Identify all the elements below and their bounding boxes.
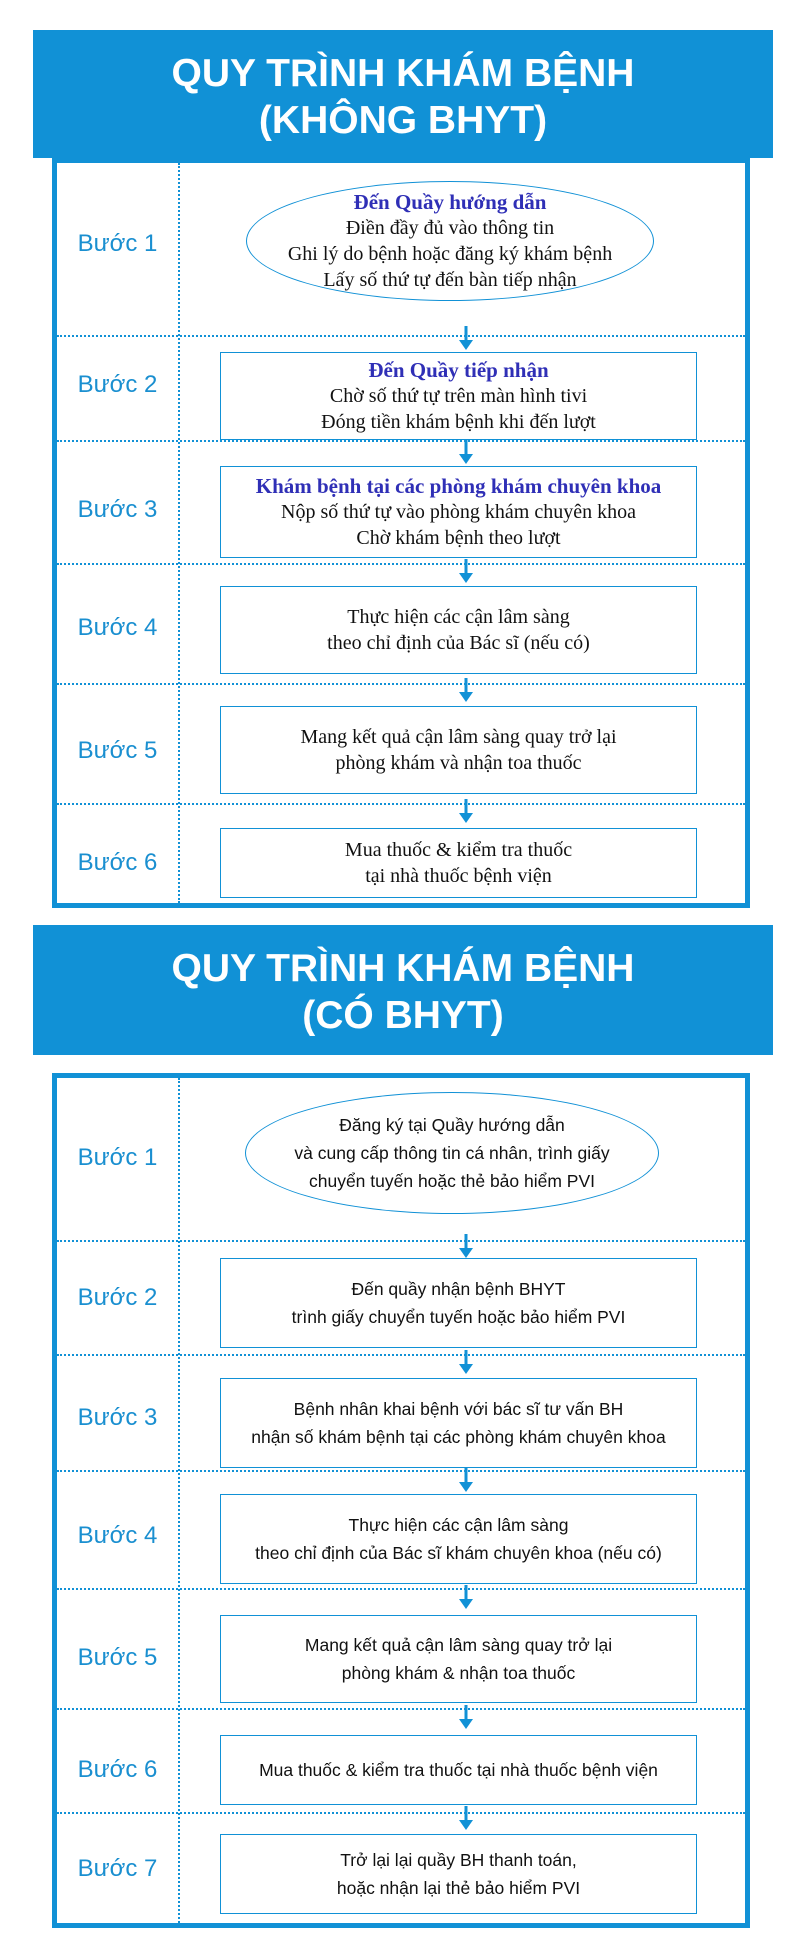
- step-label: Bước 4: [77, 1522, 158, 1549]
- arrow-down-icon: [459, 1468, 473, 1492]
- step-text: hoặc nhận lại thẻ bảo hiểm PVI: [336, 1878, 581, 1898]
- step-text: Đăng ký tại Quầy hướng dẫn: [339, 1115, 565, 1135]
- step-node: [246, 181, 654, 301]
- step-label: Bước 2: [77, 1284, 158, 1311]
- step-text: Lấy số thứ tự đến bàn tiếp nhận: [323, 269, 577, 291]
- step-label: Bước 7: [77, 1855, 158, 1882]
- step-text: Mang kết quả cận lâm sàng quay trở lại: [304, 1635, 613, 1655]
- step-title: Đến Quầy tiếp nhận: [368, 358, 549, 382]
- step-text: trình giấy chuyển tuyến hoặc bảo hiểm PVI: [291, 1307, 626, 1327]
- step-node: [220, 352, 697, 440]
- step-text: theo chỉ định của Bác sĩ (nếu có): [327, 632, 590, 654]
- step-text: Chờ số thứ tự trên màn hình tivi: [329, 385, 588, 407]
- step-text: theo chỉ định của Bác sĩ khám chuyên khoa (nếu có): [255, 1543, 662, 1563]
- arrow-down-icon: [459, 678, 473, 702]
- step-label: Bước 1: [77, 1144, 158, 1171]
- step-text: tại nhà thuốc bệnh viện: [365, 865, 552, 887]
- section1-panel: [52, 158, 750, 908]
- step-label: Bước 4: [77, 614, 158, 641]
- step-text: Thực hiện các cận lâm sàng: [348, 1515, 569, 1535]
- section2-header: [33, 925, 773, 1055]
- step-label: Bước 2: [77, 371, 158, 398]
- arrow-down-icon: [459, 799, 473, 823]
- step-title: Đến Quầy hướng dẫn: [353, 190, 547, 214]
- step-node: [220, 1615, 697, 1703]
- arrow-down-icon: [459, 559, 473, 583]
- step-text: Ghi lý do bệnh hoặc đăng ký khám bệnh: [287, 243, 613, 265]
- step-text: Mang kết quả cận lâm sàng quay trở lại: [300, 726, 617, 748]
- arrow-down-icon: [459, 1806, 473, 1830]
- step-node: [220, 586, 697, 674]
- arrow-down-icon: [459, 1585, 473, 1609]
- step-label: Bước 6: [77, 849, 158, 876]
- step-text: Chờ khám bệnh theo lượt: [356, 527, 561, 549]
- step-text: Đến quầy nhận bệnh BHYT: [351, 1279, 566, 1299]
- step-title: Khám bệnh tại các phòng khám chuyên khoa: [255, 474, 662, 498]
- step-node: [220, 466, 697, 558]
- step-text: phòng khám & nhận toa thuốc: [341, 1663, 576, 1683]
- step-node: [220, 1735, 697, 1805]
- step-label: Bước 5: [77, 1644, 158, 1671]
- step-node: [220, 828, 697, 898]
- step-label: Bước 3: [77, 1404, 158, 1431]
- section2-title-line2: (CÓ BHYT): [302, 994, 504, 1037]
- column-divider: [178, 1078, 180, 1923]
- arrow-down-icon: [459, 326, 473, 350]
- step-node: [220, 1378, 697, 1468]
- step-label: Bước 6: [77, 1756, 158, 1783]
- step-node: [220, 1834, 697, 1914]
- step-node: [220, 1494, 697, 1584]
- row-divider: [57, 803, 745, 805]
- step-text: chuyển tuyến hoặc thẻ bảo hiểm PVI: [308, 1171, 596, 1191]
- row-divider: [57, 440, 745, 442]
- step-label: Bước 1: [77, 230, 158, 257]
- row-divider: [57, 1708, 745, 1710]
- section1-title-line2: (KHÔNG BHYT): [258, 99, 548, 142]
- row-divider: [57, 563, 745, 565]
- row-divider: [57, 1812, 745, 1814]
- step-text: Mua thuốc & kiểm tra thuốc: [344, 839, 573, 861]
- step-label: Bước 3: [77, 496, 158, 523]
- step-text: Bệnh nhân khai bệnh với bác sĩ tư vấn BH: [293, 1399, 624, 1419]
- step-text: Thực hiện các cận lâm sàng: [347, 606, 570, 628]
- arrow-down-icon: [459, 1705, 473, 1729]
- section1-title-line1: QUY TRÌNH KHÁM BỆNH: [171, 52, 635, 95]
- section2-panel: [52, 1073, 750, 1928]
- row-divider: [57, 335, 745, 337]
- step-text: Mua thuốc & kiểm tra thuốc tại nhà thuốc bệnh viện: [259, 1760, 658, 1780]
- section2-title-line1: QUY TRÌNH KHÁM BỆNH: [171, 947, 635, 990]
- row-divider: [57, 1354, 745, 1356]
- row-divider: [57, 1240, 745, 1242]
- step-label: Bước 5: [77, 737, 158, 764]
- step-text: Điền đầy đủ vào thông tin: [345, 217, 555, 239]
- column-divider: [178, 163, 180, 903]
- step-node: [245, 1092, 659, 1214]
- step-text: Đóng tiền khám bệnh khi đến lượt: [321, 411, 596, 433]
- step-text: Trở lại lại quầy BH thanh toán,: [340, 1850, 577, 1870]
- arrow-down-icon: [459, 440, 473, 464]
- section1-header: [33, 30, 773, 158]
- step-text: nhận số khám bệnh tại các phòng khám chuyên khoa: [251, 1427, 666, 1447]
- row-divider: [57, 1470, 745, 1472]
- row-divider: [57, 683, 745, 685]
- step-text: Nộp số thứ tự vào phòng khám chuyên khoa: [281, 501, 636, 523]
- step-node: [220, 706, 697, 794]
- step-text: phòng khám và nhận toa thuốc: [335, 752, 582, 774]
- arrow-down-icon: [459, 1234, 473, 1258]
- step-text: và cung cấp thông tin cá nhân, trình giấy: [294, 1143, 610, 1163]
- step-node: [220, 1258, 697, 1348]
- row-divider: [57, 1588, 745, 1590]
- arrow-down-icon: [459, 1350, 473, 1374]
